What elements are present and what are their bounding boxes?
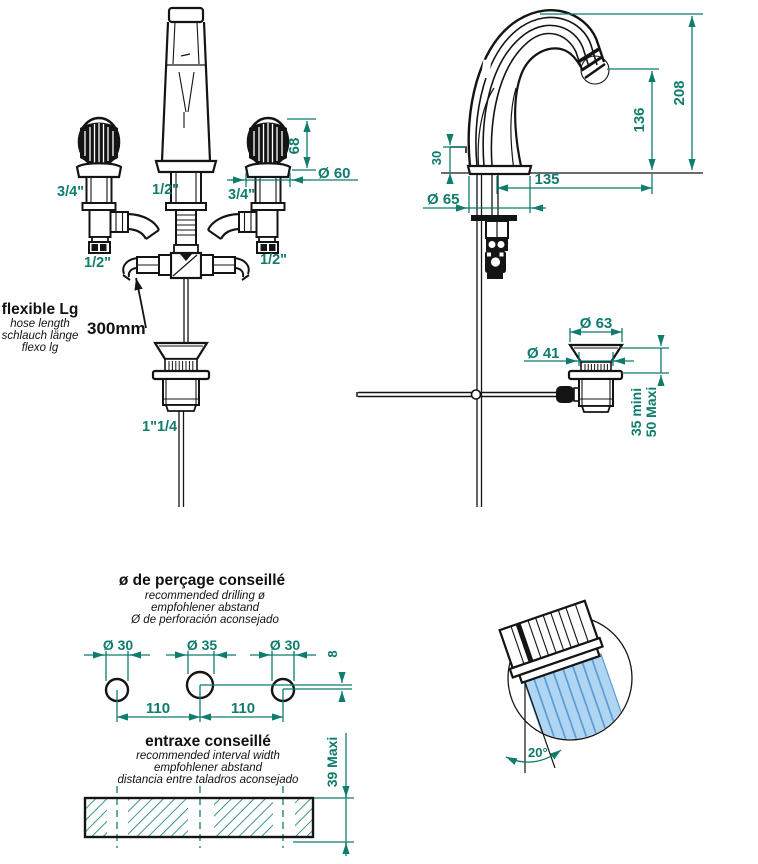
dim-spacing-right: 110 [230, 700, 256, 717]
interval-title: entraxe conseillé [145, 733, 271, 750]
hose-note-de: schlauch länge [1, 330, 79, 342]
dim-spray-angle: 20° [528, 745, 548, 760]
right-valve-size: 3/4" [228, 187, 256, 203]
dim-hole-left: Ø 30 [102, 637, 134, 653]
side-spout [450, 10, 609, 174]
side-shank [471, 174, 517, 507]
drilling-sub-de: empfohlener abstand [150, 602, 260, 614]
interval-sub-en: recommended interval width [136, 750, 280, 762]
dim-waste-top: Ø 63 [579, 315, 613, 332]
side-dimensions [423, 14, 703, 213]
right-handle [208, 118, 290, 253]
dim-waste-max: 50 Maxi [643, 386, 659, 438]
dim-waste-min: 35 mini [628, 387, 644, 437]
counter-section-bar [85, 798, 313, 837]
side-drain [569, 345, 622, 412]
dim-base-diameter: Ø 65 [427, 191, 460, 208]
interval-sub-de: empfohlener abstand [153, 762, 263, 774]
hose-note-title: flexible Lg [1, 301, 79, 318]
right-inlet-size: 1/2" [260, 252, 288, 268]
dim-handle-height: 68 [286, 137, 303, 155]
left-handle [77, 118, 159, 253]
left-valve-size: 3/4" [57, 184, 85, 200]
dim-hole-center: Ø 35 [186, 637, 218, 653]
spray-detail [497, 600, 634, 776]
dim-total-height: 208 [671, 80, 688, 106]
dim-hole-right: Ø 30 [269, 637, 301, 653]
dim-max-thickness: 39 Maxi [324, 736, 340, 788]
drilling-title: ø de perçage conseillé [118, 572, 286, 589]
spout-size: 1/2" [152, 182, 180, 198]
dim-outlet-height: 136 [631, 107, 648, 133]
hose-length-value: 300mm [87, 319, 146, 338]
popup-rod [357, 386, 580, 403]
front-spout [156, 8, 216, 245]
dim-hole-offset: 8 [325, 650, 340, 658]
dim-waste-thread: Ø 41 [527, 345, 560, 362]
drilling-sub-es: Ø de perforación aconsejado [131, 614, 279, 626]
dim-base-height: 30 [429, 150, 444, 166]
dim-spacing-left: 110 [145, 700, 171, 717]
left-inlet-size: 1/2" [84, 255, 112, 271]
dim-escutcheon: Ø 60 [318, 165, 351, 182]
drain-thread-size: 1"1/4 [142, 419, 178, 435]
drilling-sub-en: recommended drilling ø [144, 590, 266, 602]
hose-note-es: flexo lg [21, 342, 59, 354]
interval-sub-es: distancia entre taladros aconsejado [117, 774, 299, 786]
dim-reach: 135 [534, 171, 560, 188]
hose-note-en: hose length [10, 318, 70, 330]
